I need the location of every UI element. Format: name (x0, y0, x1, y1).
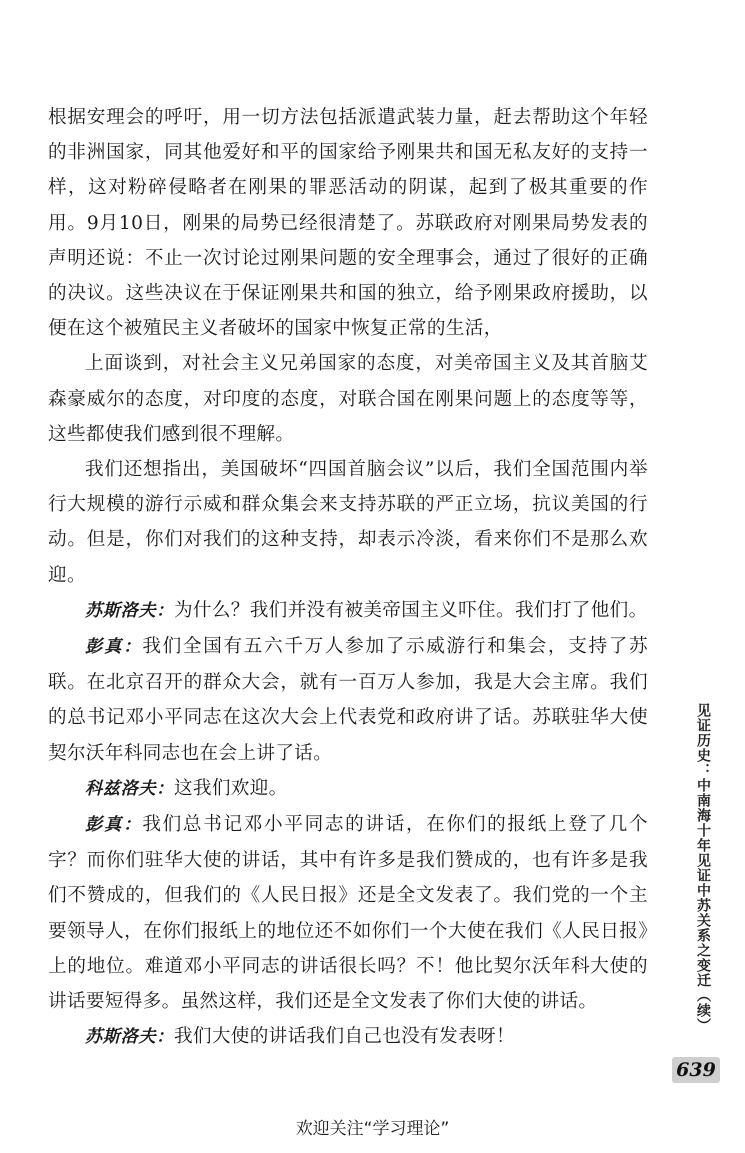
speaker-name: 科兹洛夫： (85, 778, 174, 799)
paragraph-3 (48, 452, 648, 593)
dialogue-1-text: 为什么？我们并没有被美帝国主义吓住。我们打了他们。 (173, 599, 648, 621)
paragraph-1 (48, 100, 648, 346)
paragraph-2 (48, 346, 648, 452)
speaker-name: 彭真： (85, 815, 143, 836)
paragraph-1-text: 根据安理会的呼吁，用一切方法包括派遣武装力量，赶去帮助这个年轻的非洲国家，同其他爱好和平的国家给予刚果共和国无私友好的支持一样，这对粉碎侵略者在刚果的罪恶活动的阴谋，起到了极其重要的作用。9月10日，刚果的局势已经很清楚了。苏联政府对刚果局势发表的声明还说：不止一次讨论过刚果问题的安全理事会，通过了很好的正确的决议。这些决议在于保证刚果共和国的独立，给予刚果政府援助，以便在这个被殖民主义者破坏的国家中恢复正常的生活， (48, 107, 648, 340)
dialogue-5 (48, 1019, 648, 1055)
paragraph-2-text: 上面谈到，对社会主义兄弟国家的态度，对美帝国主义及其首脑艾森豪威尔的态度，对印度的态度，对联合国在刚果问题上的态度等等，这些都使我们感到很不理解。 (48, 353, 648, 445)
dialogue-2-text: 我们全国有五六千万人参加了示威游行和集会，支持了苏联。在北京召开的群众大会，就有一百万人参加，我是大会主席。我们的总书记邓小平同志在这次大会上代表党和政府讲了话。苏联驻华大使契尔沃年科同志也在会上讲了话。 (48, 636, 648, 764)
dialogue-5-text: 我们大使的讲话我们自己也没有发表呀！ (173, 1026, 515, 1048)
paragraph-3-text: 我们还想指出，美国破坏“四国首脑会议”以后，我们全国范围内举行大规模的游行示威和群众集会来支持苏联的严正立场，抗议美国的行动。但是，你们对我们的这种支持，却表示冷淡，看来你们不是那么欢迎。 (48, 459, 648, 586)
speaker-name: 彭真： (85, 637, 143, 658)
dialogue-4-text: 我们总书记邓小平同志的讲话，在你们的报纸上登了几个字？而你们驻华大使的讲话，其中有许多是我们赞成的，也有许多是我们不赞成的，但我们的《人民日报》还是全文发表了。我们党的一个主要领导人，在你们报纸上的地位还不如你们一个大使在我们《人民日报》上的地位。难道邓小平同志的讲话很长吗？不！他比契尔沃年科大使的讲话要短得多。虽然这样，我们还是全文发表了你们大使的讲话。 (48, 814, 648, 1013)
speaker-name: 苏斯洛夫： (85, 600, 174, 621)
dialogue-1 (48, 593, 648, 629)
dialogue-3 (48, 771, 648, 807)
running-title: 见证历史：中南海十年见证中苏关系之变迁（续） (695, 703, 711, 1033)
dialogue-3-text: 这我们欢迎。 (173, 777, 288, 799)
footer-note: 欢迎关注“学习理论” (295, 1119, 450, 1139)
page-body (48, 100, 648, 1055)
page-number: 639 (672, 1057, 720, 1083)
dialogue-4 (48, 807, 648, 1019)
dialogue-2 (48, 629, 648, 771)
speaker-name: 苏斯洛夫： (85, 1027, 174, 1048)
